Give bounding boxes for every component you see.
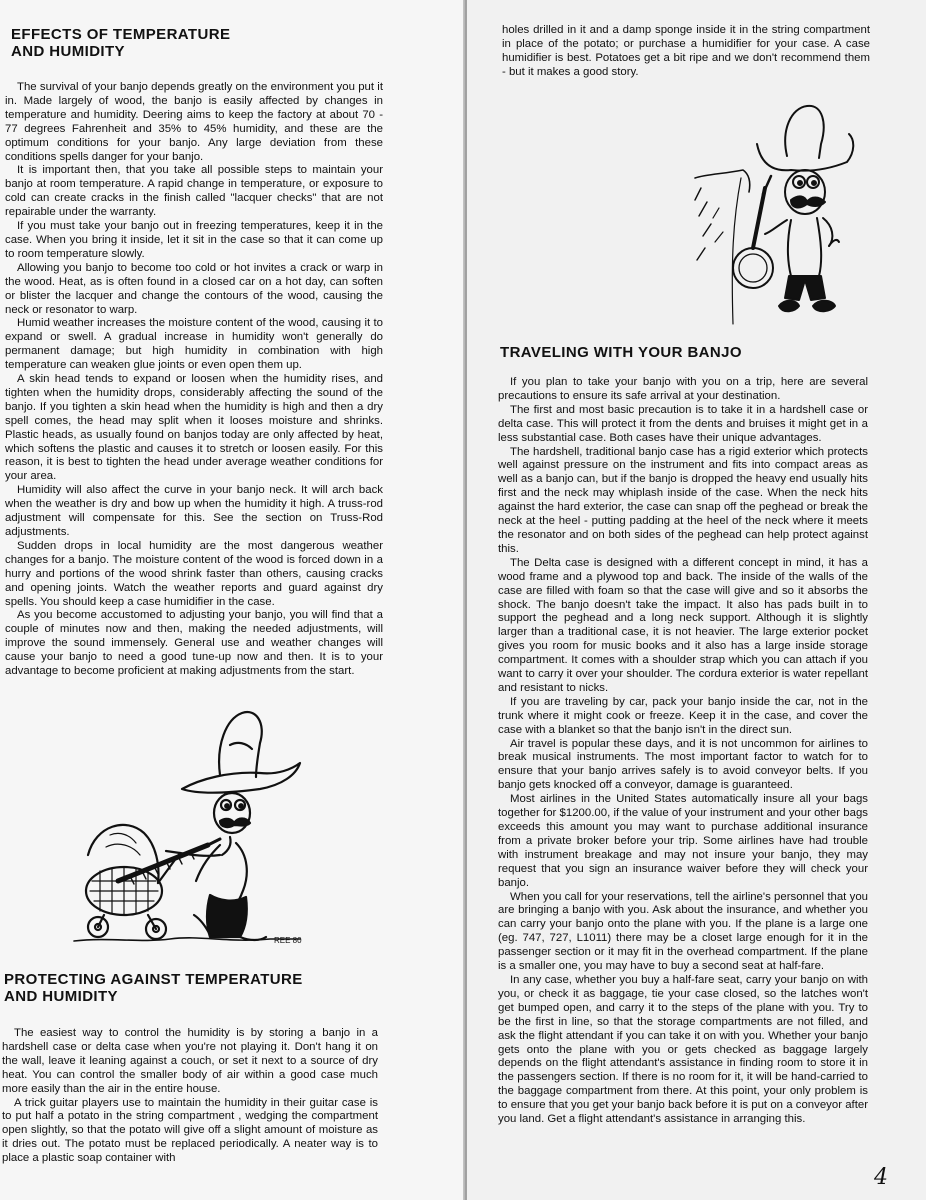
page-number: 4	[874, 1165, 888, 1190]
section-heading-protecting	[4, 971, 303, 1005]
paragraph: The easiest way to control the humidity is by storing a banjo in a hardshell case or delta case when you're not playing it. Don't hang it on the wall, leave it leaning against a couch, or set it next to a source of dry heat. You can control the smaller body of air within a good case much more easily than the air in the entire house.	[2, 1027, 378, 1095]
paragraph: When you call for your reservations, tell the airline's personnel that you are bringing a banjo with you. Ask about the insurance, and whether you can carry your banjo onto the plane with you. If the plane is a large one (eg. 747, 727, L1011) there may be a closet large enough for it in the passenger section or it may fit in the overhead compartment. If the plane is a smaller one, you may have to buy a second seat at half-fare.	[498, 890, 868, 973]
effects-body	[5, 81, 383, 679]
paragraph: If you are traveling by car, pack your banjo inside the car, not in the trunk where it might cook or freeze. Keep it in the case, and cover the case with a blanket so that the banjo isn't in the direct sun.	[498, 695, 868, 736]
paragraph: Air travel is popular these days, and it is not uncommon for airlines to break musical instruments. The most important factor to watch for to ensure that your banjo arrives safely is to avoid conveyor belts. If you banjo gets knocked off a conveyor, damage is guaranteed.	[498, 737, 868, 792]
paragraph: The survival of your banjo depends greatly on the environment you put it in. Made largely of wood, the banjo is easily affected by changes in temperature and humidity. Deering aims to keep the factory at about 70 - 77 degrees Fahrenheit and 35% to 45% humidity, and these are the optimum conditions for your banjo. Any large deviation from these conditions spells danger for your banjo.	[5, 81, 383, 163]
paragraph: If you must take your banjo out in freezing temperatures, keep it in the case. When you bring it inside, let it sit in the case so that it can come up to room temperature slowly.	[5, 220, 383, 260]
traveling-body	[498, 376, 868, 1127]
cartoon-banjo-stroller-illustration	[70, 705, 320, 950]
heading-line: AND HUMIDITY	[11, 43, 125, 60]
cartoon-banjo-player-illustration	[687, 100, 867, 330]
heading-line: PROTECTING AGAINST TEMPERATURE	[4, 971, 303, 988]
paragraph: The hardshell, traditional banjo case has a rigid exterior which protects well against pressure on the instrument and fits into compact areas as well as a banjo can, but if the banjo is dropped the heavy end usually hits first and the neck may whiplash inside of the case. When the neck hits against the hard exterior, the case can snap off the peghead or break the neck at the heel - putting padding at the heel of the neck where it meets the resonator and on both sides of the peghead can help protect against this.	[498, 445, 868, 555]
continued-text	[502, 24, 870, 80]
paragraph: Most airlines in the United States automatically insure all your bags together for $1200.00, if the value of your instrument and your other bags exceeds this amount you may want to purchase additional insurance from a private broker before your trip. Some airlines have had trouble with instrument breakage and may not insure your banjo, they may request that you sign an insurance waiver before they will check your banjo.	[498, 793, 868, 889]
heading-line: TRAVELING WITH YOUR BANJO	[500, 344, 742, 361]
right-page	[467, 0, 926, 1200]
paragraph: Allowing you banjo to become too cold or hot invites a crack or warp in the wood. Heat, as is often found in a closed car on a hot day, can soften or blister the lacquer and change the contours of the wood, causing the neck or resonator to warp.	[5, 261, 383, 316]
paragraph: If you plan to take your banjo with you on a trip, here are several precautions to ensure its safe arrival at your destination.	[498, 376, 868, 402]
paragraph: holes drilled in it and a damp sponge inside it in the string compartment in place of the potato; or purchase a humidifier for your case. A case humidifier is best. Potatoes get a bit ripe and we don't recommend them - but it makes a good story.	[502, 24, 870, 78]
paragraph: Humidity will also affect the curve in your banjo neck. It will arch back when the weather is dry and bow up when the humidity it high. A truss-rod adjustment will compensate for this. See the section on Truss-Rod adjustments.	[5, 484, 383, 538]
section-heading-effects	[11, 26, 230, 60]
paragraph: The first and most basic precaution is to take it in a hardshell case or delta case. This will protect it from the dents and bruises it might get in a less substantial case. Both cases have their unique advantages.	[498, 403, 868, 444]
paragraph: A skin head tends to expand or loosen when the humidity rises, and tighten when the humidity drops, considerably affecting the sound of the banjo. If you tighten a skin head when the humidity is high and then a dry spell comes, the head may split when it looses moisture and shrinks. Plastic heads, as usually found on banjos today are only affected by heat, which softens the plastic and causes it to stretch or loosen easily. For this reason, it is best to tighten the head under average weather conditions for your area.	[5, 373, 383, 483]
paragraph: Humid weather increases the moisture content of the wood, causing it to expand or swell. A gradual increase in humidity won't generally do permanent damage; but high humidity in combination with high temperature can weaken glue joints or even open them up.	[5, 317, 383, 372]
heading-line: AND HUMIDITY	[4, 988, 118, 1005]
protecting-body	[2, 1027, 378, 1166]
paragraph: In any case, whether you buy a half-fare seat, carry your banjo on with you, or check it as baggage, tie your case closed, so the latches won't get bumped open, and carry it to the steps of the plane with you. Try to be the first in line, so that the storage compartments are not filled, and ask the flight attendant if you can take it on with you. Whether your banjo gets onto the plane with you or gets checked as baggage largely depends on the flight attendant's assistance in finding room to store it in the passengers section. If there is no room for it, it will be hand-carried to the baggage compartment from there. At this point, your only problem is to ensure that you get your banjo back before it is put on a conveyor after you land. Get a flight attendant's assistance in arranging this.	[498, 973, 868, 1126]
heading-line: EFFECTS OF TEMPERATURE	[11, 26, 231, 43]
paragraph: A trick guitar players use to maintain the humidity in their guitar case is to put half a potato in the string compartment , wedging the compartment open slightly, so that the potato will give off a slight amount of moisture as it dries out. The potato must be replaced periodically. A neater way is to place a plastic soap container with	[2, 1096, 378, 1165]
paragraph: As you become accustomed to adjusting your banjo, you will find that a couple of minutes now and then, making the needed adjustments, will improve the sound immensely. General use and weather changes will cause your banjo to need a good tune-up now and then. It is to your advantage to become proficient at making adjustments from the start.	[5, 609, 383, 678]
paragraph: The Delta case is designed with a different concept in mind, it has a wood frame and a plywood top and back. The inside of the walls of the case are filled with foam so that the case will give and so it absorbs the shock. The banjo doesn't take the impact. It also has pads built in to support the peghead and a long neck support. Although it is slightly larger than a traditional case, it is not heavier. The large exterior pocket gives you room for music books and it also has a large inside storage compartment. It comes with a shoulder strap which you can attach if you want to carry it over your shoulder. The cordura exterior is water repellant and resistant to nicks.	[498, 556, 868, 694]
paragraph: It is important then, that you take all possible steps to maintain your banjo at room temperature. A rapid change in temperature, or exposure to cold can create cracks in the finish called "lacquer checks" that are not repairable under the warranty.	[5, 164, 383, 219]
cartoon-signature: REE 80	[274, 936, 302, 945]
section-heading-traveling	[500, 344, 742, 361]
paragraph: Sudden drops in local humidity are the most dangerous weather changes for a banjo. The moisture content of the wood is forced down in a hurry and portions of the wood shrink faster than others, causing cracks and opening joints. Watch the weather reports and guard against dry spells. You should keep a case humidifier in the case.	[5, 539, 383, 608]
